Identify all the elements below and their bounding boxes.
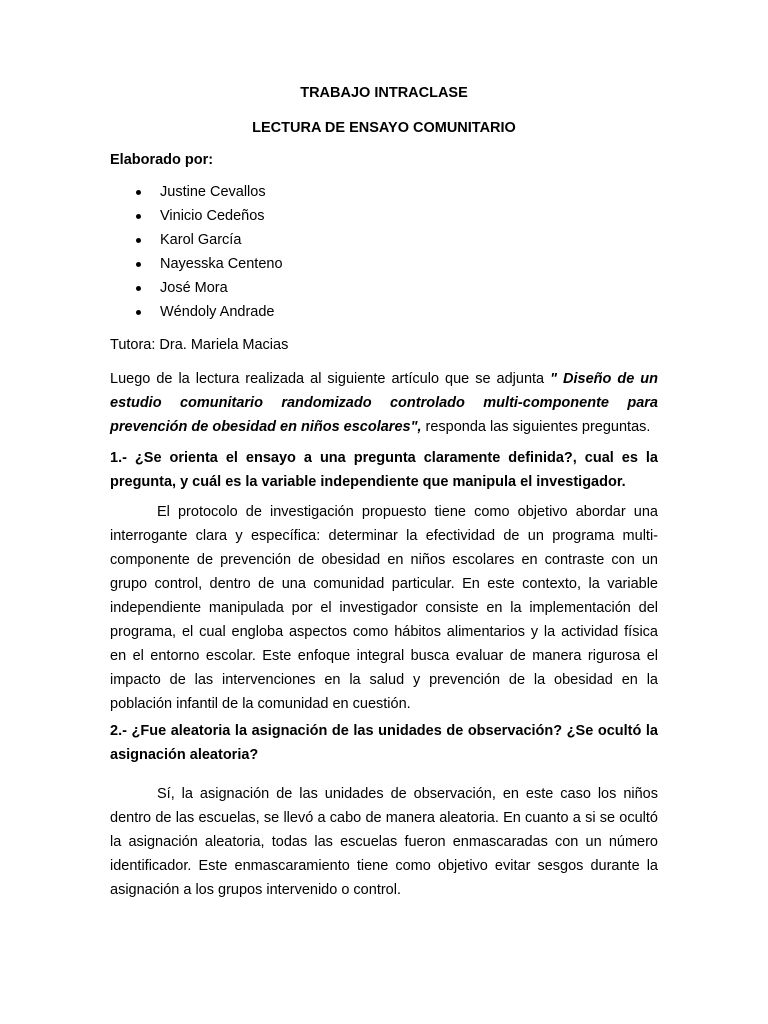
author-name: Nayesska Centeno [160, 256, 283, 272]
prepared-by-label: Elaborado por: [110, 152, 214, 168]
question-2: 2.- ¿Fue aleatoria la asignación de las unidades de observación? ¿Se ocultó la asignación aleatoria? [110, 723, 658, 763]
answer-2: Sí, la asignación de las unidades de observación, en este caso los niños dentro de las escuelas, se llevó a cabo de manera aleatoria. En cuanto a si se ocultó la asignación aleatoria, todas las escuelas fueron enmascaradas con un número identificador. Este enmascaramiento tiene como objetivo evitar sesgos durante la asignación a los grupos intervenido o control. [110, 786, 658, 898]
author-name: Karol García [160, 232, 242, 248]
question-1: 1.- ¿Se orienta el ensayo a una pregunta claramente definida?, cual es la pregunta, y cuál es la variable independiente que manipula el investigador. [110, 450, 658, 490]
author-name: José Mora [160, 280, 228, 296]
answer-1: El protocolo de investigación propuesto tiene como objetivo abordar una interrogante clara y específica: determinar la efectividad de un programa multi-componente de prevención de obesidad en niños escolares en contraste con un grupo control, dentro de una comunidad particular. En este contexto, la variable independiente manipulada por el investigador consiste en la implementación del programa, el cual engloba aspectos como hábitos alimentarios y la actividad física en el entorno escolar. Este enfoque integral busca evaluar de manera rigurosa el impacto de las intervenciones en la salud y prevención de la obesidad en la población infantil de la comunidad en cuestión. [110, 504, 658, 712]
document-subtitle: LECTURA DE ENSAYO COMUNITARIO [252, 120, 516, 136]
bullet-icon [136, 286, 141, 291]
bullet-icon [136, 310, 141, 315]
author-name: Justine Cevallos [160, 184, 266, 200]
author-name: Vinicio Cedeños [160, 208, 265, 224]
document-title: TRABAJO INTRACLASE [300, 85, 468, 101]
bullet-icon [136, 238, 141, 243]
author-name: Wéndoly Andrade [160, 304, 275, 320]
tutor-line: Tutora: Dra. Mariela Macias [110, 337, 289, 353]
bullet-icon [136, 190, 141, 195]
bullet-icon [136, 262, 141, 267]
bullet-icon [136, 214, 141, 219]
article-title: " Diseño de un estudio comunitario randomizado controlado multi-componente para prevención de obesidad en niños escolares", [110, 371, 658, 435]
intro-text: Luego de la lectura realizada al siguiente artículo que se adjunta [110, 371, 551, 387]
intro-closing: responda las siguientes preguntas. [421, 419, 651, 435]
intro-paragraph [110, 367, 658, 439]
